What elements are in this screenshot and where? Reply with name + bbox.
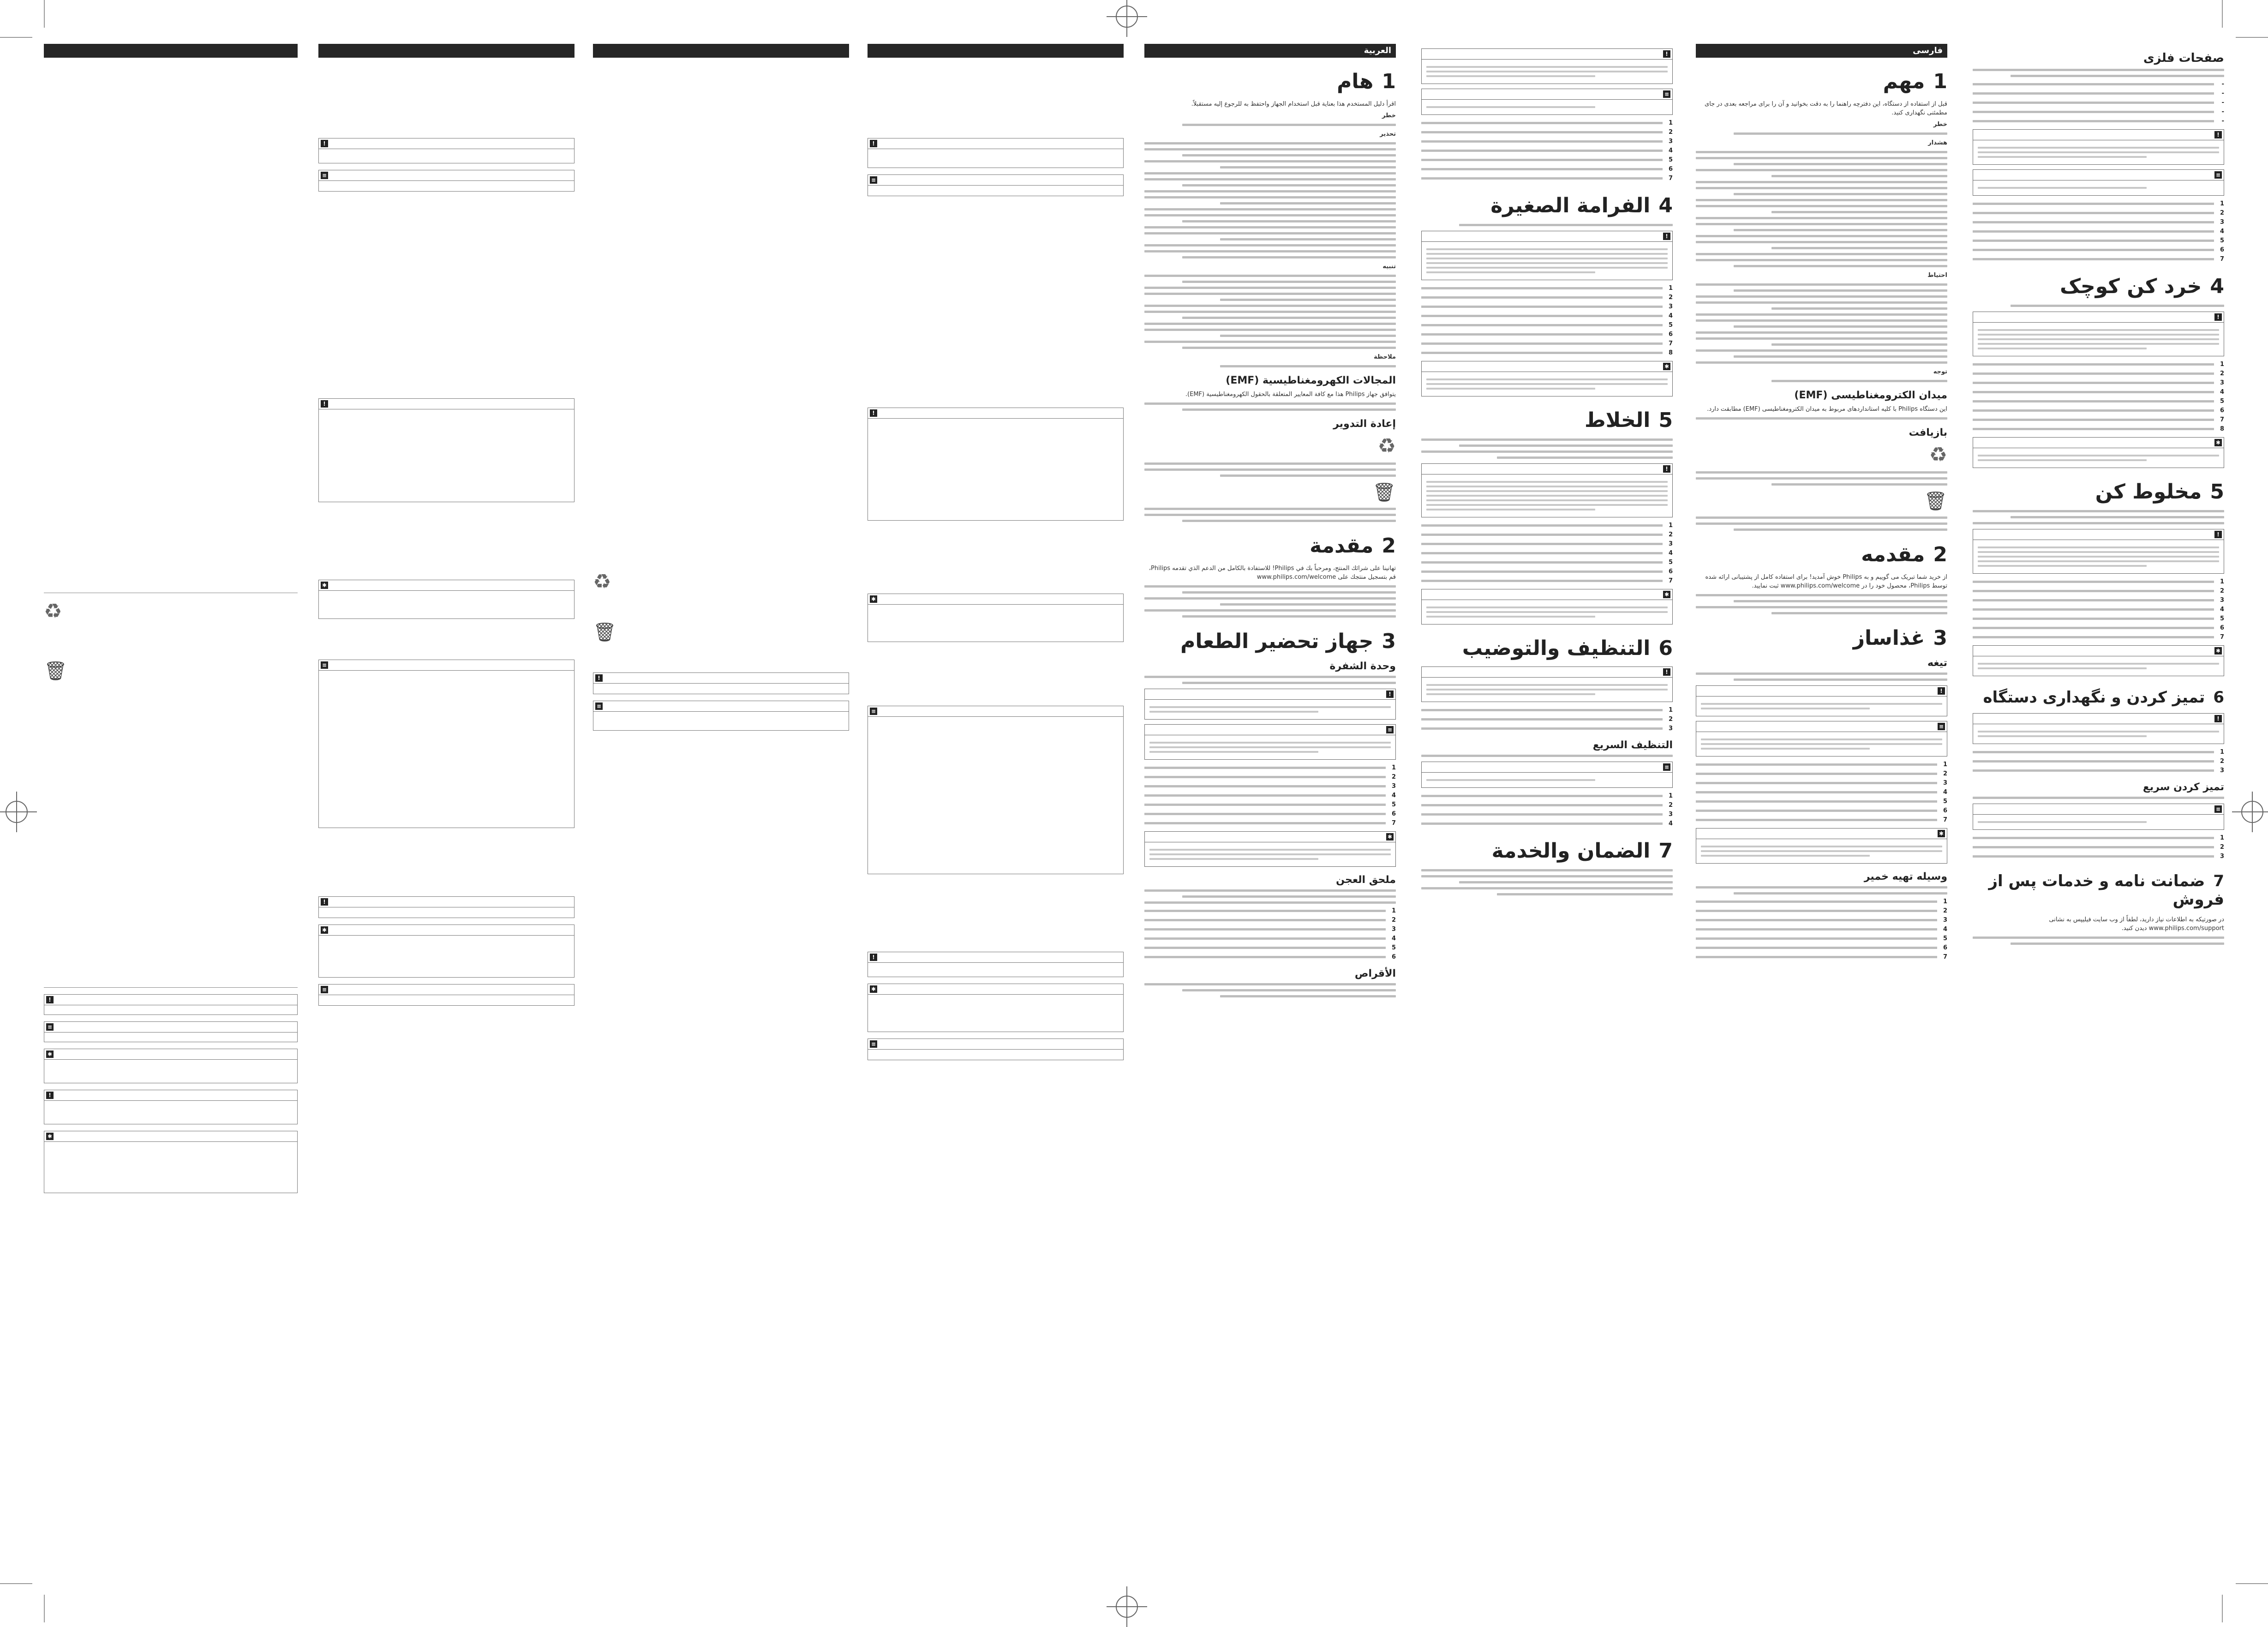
note-icon: ≡ <box>321 172 328 179</box>
section-heading <box>1973 480 2224 504</box>
warning-box <box>318 896 574 918</box>
note-box <box>44 1021 298 1042</box>
section-number: 6 <box>2213 688 2224 707</box>
intro-text: قبل از استفاده از دستگاه، این دفترچه راهنما را به دقت بخوانید و آن را برای مراجعه بعدی در جای مطمئنی نگهداری کنید. <box>1705 101 1947 116</box>
recycle-area-1 <box>44 586 298 686</box>
warning-icon: ! <box>1386 690 1394 698</box>
section-heading <box>1973 688 2224 707</box>
tip-box <box>1421 361 1673 396</box>
section-number: 6 <box>1658 636 1673 660</box>
discs-heading: صفحات فلزی <box>2143 51 2224 65</box>
note-icon: ≡ <box>1663 90 1670 98</box>
tip-icon: ✱ <box>46 1051 54 1058</box>
caution-box <box>1973 312 2224 356</box>
dough-heading: ملحق العجن <box>1336 874 1396 886</box>
tip-box <box>1144 831 1396 867</box>
tip-icon: ✱ <box>870 595 877 603</box>
section-number: 2 <box>1382 534 1396 558</box>
recycle-icon: ♻ <box>1377 434 1396 458</box>
note-icon: ≡ <box>870 176 877 184</box>
note-icon: ≡ <box>2214 171 2222 179</box>
note-icon: ≡ <box>2214 805 2222 813</box>
note-icon: ≡ <box>321 986 328 993</box>
trim-mark <box>44 0 45 28</box>
registration-mark-icon <box>2241 801 2263 823</box>
registration-mark-icon <box>1116 6 1138 28</box>
note-box <box>318 170 574 192</box>
section-title: الضمان والخدمة <box>1491 839 1651 863</box>
language-tab: فارسی <box>1696 44 1947 58</box>
section-title: مقدمه <box>1861 543 1925 566</box>
section-title: هام <box>1337 70 1374 93</box>
registration-mark-icon <box>1116 1596 1138 1618</box>
warning-box <box>1421 231 1673 280</box>
warning-box <box>1421 463 1673 517</box>
section-title: ضمانت نامه و خدمات پس از فروش <box>1988 872 2224 909</box>
persian-column-1: فارسی 1مهم قبل از استفاده از دستگاه، این دفترچه راهنما را به دقت بخوانید و آن را برای مراجعه بعدی در جای مطمئنی نگهداری کنید. خطر هشدار احتیاط توجه میدان الکترومغناطیسی (EMF) این دستگاه Philips با کلیه استانداردهای مربوط به میدان الکترومغناطیسی (EMF) مطابقت دارد. بازیافت ♻ 🗑 2مقدمه از خرید شما تبریک می گوییم و به Philips خوش آمدید! برای استفاده کامل از پشتیبانی ارائه شده توسط Philips، محصول خود را در www.philips.com/welcome ثبت نمایید. 3غذاساز تیغه ! ≡ 1 2 3 4 5 6 7 ✱ وسیله تهیه خمیر 1 2 3 4 5 6 7 <box>1696 44 1947 963</box>
warning-icon: ! <box>321 140 328 147</box>
trim-mark <box>2222 1595 2223 1622</box>
trim-mark <box>0 37 32 38</box>
persian-column-2: صفحات فلزی - - - - - ! ≡ 1 2 3 4 5 6 7 4خرد کن کوچک ! 1 2 3 4 5 6 7 8 ✱ 5مخلوط کن ! 1 2 3 4 5 6 7 ✱ 6تمیز کردن و نگهداری دستگاه ! 1 2 3 تمیز کردن سریع ≡ 1 2 3 7ضمانت نامه و خدمات پس از فروش در صورتیکه به اطلاعات نیاز دارید، لطفاً از وب سایت فیلیپس به نشانی www.philips.com/support دیدن کنید. <box>1973 44 2224 949</box>
tip-icon: ✱ <box>2214 647 2222 654</box>
tip-box <box>868 984 1124 1032</box>
column-header-bar <box>44 44 298 58</box>
warning-label: تحذير <box>1380 131 1396 138</box>
emf-text: این دستگاه Philips با کلیه استانداردهای مربوط به میدان الکترومغناطیسی (EMF) مطابقت دارد. <box>1707 406 1947 413</box>
note-box <box>1973 804 2224 830</box>
warning-box <box>868 952 1124 977</box>
blade-heading: تیغه <box>1927 657 1947 669</box>
language-tab: العربية <box>1144 44 1396 58</box>
note-icon: ≡ <box>1386 726 1394 733</box>
warning-icon: ! <box>46 1092 54 1099</box>
warranty-text: در صورتیکه به اطلاعات نیاز دارید، لطفاً از وب سایت فیلیپس به نشانی www.philips.com/support دیدن کنید. <box>2049 916 2224 932</box>
note-box <box>868 1039 1124 1060</box>
note-box <box>1144 724 1396 760</box>
trim-mark <box>44 1595 45 1622</box>
note-icon: ≡ <box>870 1040 877 1048</box>
section-heading <box>1144 534 1396 558</box>
emf-heading: میدان الکترومغناطیسی (EMF) <box>1794 390 1947 401</box>
warning-box <box>44 994 298 1015</box>
note-label: توجه <box>1933 368 1947 375</box>
section-heading <box>1696 626 1947 650</box>
tip-box <box>1973 645 2224 676</box>
tip-icon: ✱ <box>1663 363 1670 370</box>
trim-mark <box>2222 0 2223 28</box>
tip-icon: ✱ <box>1938 830 1945 837</box>
warning-icon: ! <box>321 898 328 906</box>
note-icon: ≡ <box>321 661 328 669</box>
tip-icon: ✱ <box>2214 439 2222 446</box>
section-heading <box>1421 408 1673 432</box>
section-heading <box>1696 70 1947 93</box>
recycle-icon: ♻ <box>1929 443 1947 467</box>
warning-icon: ! <box>870 954 877 961</box>
recycle-heading: إعادة التدوير <box>1333 418 1396 430</box>
note-box <box>1421 762 1673 788</box>
crossed-bin-icon: 🗑 <box>1372 482 1396 503</box>
quick-clean-heading: تمیز کردن سریع <box>2142 781 2224 793</box>
recycle-heading: بازیافت <box>1909 427 1947 438</box>
section-heading <box>1421 194 1673 217</box>
section-number: 1 <box>1382 70 1396 93</box>
tip-icon: ✱ <box>1386 833 1394 841</box>
section-number: 4 <box>1658 194 1673 217</box>
trim-mark <box>2236 1583 2268 1584</box>
tip-icon: ✱ <box>870 985 877 993</box>
section-heading <box>1421 636 1673 660</box>
section-title: الفرامة الصغيرة <box>1490 194 1651 217</box>
section-title: مهم <box>1883 70 1925 93</box>
dough-tool-heading: وسیله تهیه خمیر <box>1864 871 1947 883</box>
caution-box <box>1973 713 2224 744</box>
warning-box <box>318 398 574 502</box>
warning-icon: ! <box>2214 715 2222 722</box>
crossed-bin-icon: 🗑 <box>44 660 67 682</box>
trim-mark <box>2236 37 2268 38</box>
tip-icon: ✱ <box>321 582 328 589</box>
note-box <box>318 984 574 1006</box>
blank-column-4 <box>868 44 1124 1067</box>
column-header-bar <box>593 44 849 58</box>
section-heading <box>1973 872 2224 909</box>
warning-icon: ! <box>2214 131 2222 138</box>
danger-label: خطر <box>1382 112 1396 119</box>
caution-box <box>1973 129 2224 165</box>
note-box <box>593 701 849 731</box>
caution-box <box>1973 529 2224 574</box>
section-title: الخلاط <box>1584 408 1651 432</box>
warning-icon: ! <box>870 409 877 417</box>
caution-label: تنبيه <box>1382 263 1396 270</box>
registration-mark-icon <box>6 801 28 823</box>
crossed-bin-icon: 🗑 <box>1924 491 1947 512</box>
section-number: 3 <box>1933 626 1947 650</box>
warning-icon: ! <box>2214 313 2222 321</box>
note-icon: ≡ <box>46 1023 54 1031</box>
note-box <box>868 174 1124 196</box>
tip-box <box>44 1049 298 1083</box>
note-icon: ≡ <box>870 708 877 715</box>
emf-heading: المجالات الكهرومغناطيسية (EMF) <box>1226 375 1396 386</box>
danger-label: خطر <box>1933 121 1947 128</box>
quick-clean-heading: التنظيف السريع <box>1592 739 1673 751</box>
tip-box <box>1696 828 1947 864</box>
warning-icon: ! <box>1663 50 1670 58</box>
crossed-bin-icon: 🗑 <box>593 622 616 643</box>
note-icon: ≡ <box>1938 723 1945 730</box>
note-label: ملاحظة <box>1374 354 1396 360</box>
warning-icon: ! <box>1938 687 1945 695</box>
note-icon: ≡ <box>595 702 603 710</box>
warning-icon: ! <box>1663 465 1670 473</box>
section-title: التنظيف والتوضيب <box>1462 636 1651 660</box>
section-heading <box>1144 70 1396 93</box>
section-number: 2 <box>1933 543 1947 566</box>
note-box <box>1696 721 1947 756</box>
section-number: 7 <box>2213 872 2224 890</box>
note-box <box>318 660 574 828</box>
blank-column-3 <box>593 44 849 737</box>
section-title: مقدمة <box>1310 534 1374 558</box>
tip-box <box>318 580 574 619</box>
tip-box <box>44 1131 298 1193</box>
blank-column-2 <box>318 44 574 1012</box>
trim-mark <box>0 1583 32 1584</box>
section-title: تمیز کردن و نگهداری دستگاه <box>1983 688 2205 707</box>
section-heading <box>1421 839 1673 863</box>
blade-heading: وحدة الشفرة <box>1329 660 1396 672</box>
column-header-bar <box>318 44 574 58</box>
warning-box <box>868 408 1124 521</box>
section-heading <box>1696 543 1947 566</box>
caution-box <box>1696 685 1947 716</box>
section-number: 4 <box>2210 275 2224 298</box>
warning-box <box>44 1090 298 1124</box>
warning-box <box>318 138 574 163</box>
warning-icon: ! <box>46 996 54 1003</box>
arabic-column-1: العربية 1هام اقرأ دليل المستخدم هذا بعناية قبل استخدام الجهاز واحتفظ به للرجوع إليه مستقبلاً. خطر تحذير تنبيه ملاحظة المجالات الكهرومغناطيسية (EMF) يتوافق جهاز Philips هذا مع كافة المعايير المتعلقة بالحقول الكهرومغناطيسية (EMF). إعادة التدوير ♻ 🗑 2مقدمة تهانينا على شرائك المنتج، ومرحباً بك في Philips! للاستفادة بالكامل من الدعم الذي تقدمه Philips، قم بتسجيل منتجك على www.philips.com/welcome 3جهاز تحضير الطعام وحدة الشفرة ! ≡ 1 2 3 4 5 6 7 ✱ ملحق العجن 1 2 3 4 5 6 الأقراص <box>1144 44 1396 1001</box>
recycle-icon: ♻ <box>593 570 611 594</box>
intro-text: اقرأ دليل المستخدم هذا بعناية قبل استخدام الجهاز واحتفظ به للرجوع إليه مستقبلاً. <box>1191 101 1396 108</box>
section-number: 7 <box>1658 839 1673 863</box>
warning-icon: ! <box>1663 668 1670 676</box>
section-number: 3 <box>1382 630 1396 653</box>
section-title: خرد کن کوچک <box>2059 275 2202 298</box>
note-box <box>1421 89 1673 115</box>
tip-icon: ✱ <box>321 926 328 934</box>
tip-box <box>318 925 574 978</box>
section-title: جهاز تحضير الطعام <box>1180 630 1374 653</box>
column-header-bar <box>868 44 1124 58</box>
intro2-text: از خرید شما تبریک می گوییم و به Philips خوش آمدید! برای استفاده کامل از پشتیبانی ارائه شده توسط Philips، محصول خود را در www.philips.com/welcome ثبت نمایید. <box>1705 574 1947 589</box>
warning-icon: ! <box>595 674 603 682</box>
section-title: مخلوط کن <box>2095 480 2202 504</box>
emf-text: يتوافق جهاز Philips هذا مع كافة المعايير المتعلقة بالحقول الكهرومغناطيسية (EMF). <box>1185 391 1396 398</box>
warning-box <box>593 672 849 694</box>
warning-icon: ! <box>870 140 877 147</box>
section-number: 1 <box>1933 70 1947 93</box>
tip-icon: ✱ <box>46 1133 54 1140</box>
section-number: 5 <box>1658 408 1673 432</box>
section-number: 5 <box>2210 480 2224 504</box>
note-box <box>868 706 1124 874</box>
tip-box <box>1973 437 2224 468</box>
caution-box <box>1421 48 1673 84</box>
tip-box <box>1421 589 1673 624</box>
tip-box <box>868 594 1124 642</box>
caution-label: احتیاط <box>1927 272 1947 279</box>
arabic-column-2: ! ≡ 1 2 3 4 5 6 7 4الفرامة الصغيرة ! 1 2 3 4 5 6 7 8 ✱ 5الخلاط ! 1 2 3 4 5 6 7 ✱ 6التنظيف والتوضيب ! 1 2 3 التنظيف السريع ≡ 1 2 3 4 7الضمان والخدمة <box>1421 44 1673 899</box>
warning-box <box>868 138 1124 168</box>
warning-box <box>1421 666 1673 702</box>
recycle-icon: ♻ <box>44 600 62 623</box>
tip-icon: ✱ <box>1663 591 1670 598</box>
warning-label: هشدار <box>1928 139 1947 146</box>
warning-box <box>1144 689 1396 720</box>
warning-icon: ! <box>2214 531 2222 538</box>
intro2-text: تهانينا على شرائك المنتج، ومرحباً بك في Philips! للاستفادة بالكامل من الدعم الذي تقدمه Philips، قم بتسجيل منتجك على www.philips.com/welcome <box>1149 565 1396 581</box>
section-title: غذاساز <box>1853 626 1925 650</box>
note-box <box>1973 169 2224 196</box>
note-icon: ≡ <box>1663 763 1670 771</box>
section-heading <box>1144 630 1396 653</box>
warning-icon: ! <box>321 400 328 408</box>
section-heading <box>1973 275 2224 298</box>
discs-heading: الأقراص <box>1354 968 1396 979</box>
warning-icon: ! <box>1663 233 1670 240</box>
